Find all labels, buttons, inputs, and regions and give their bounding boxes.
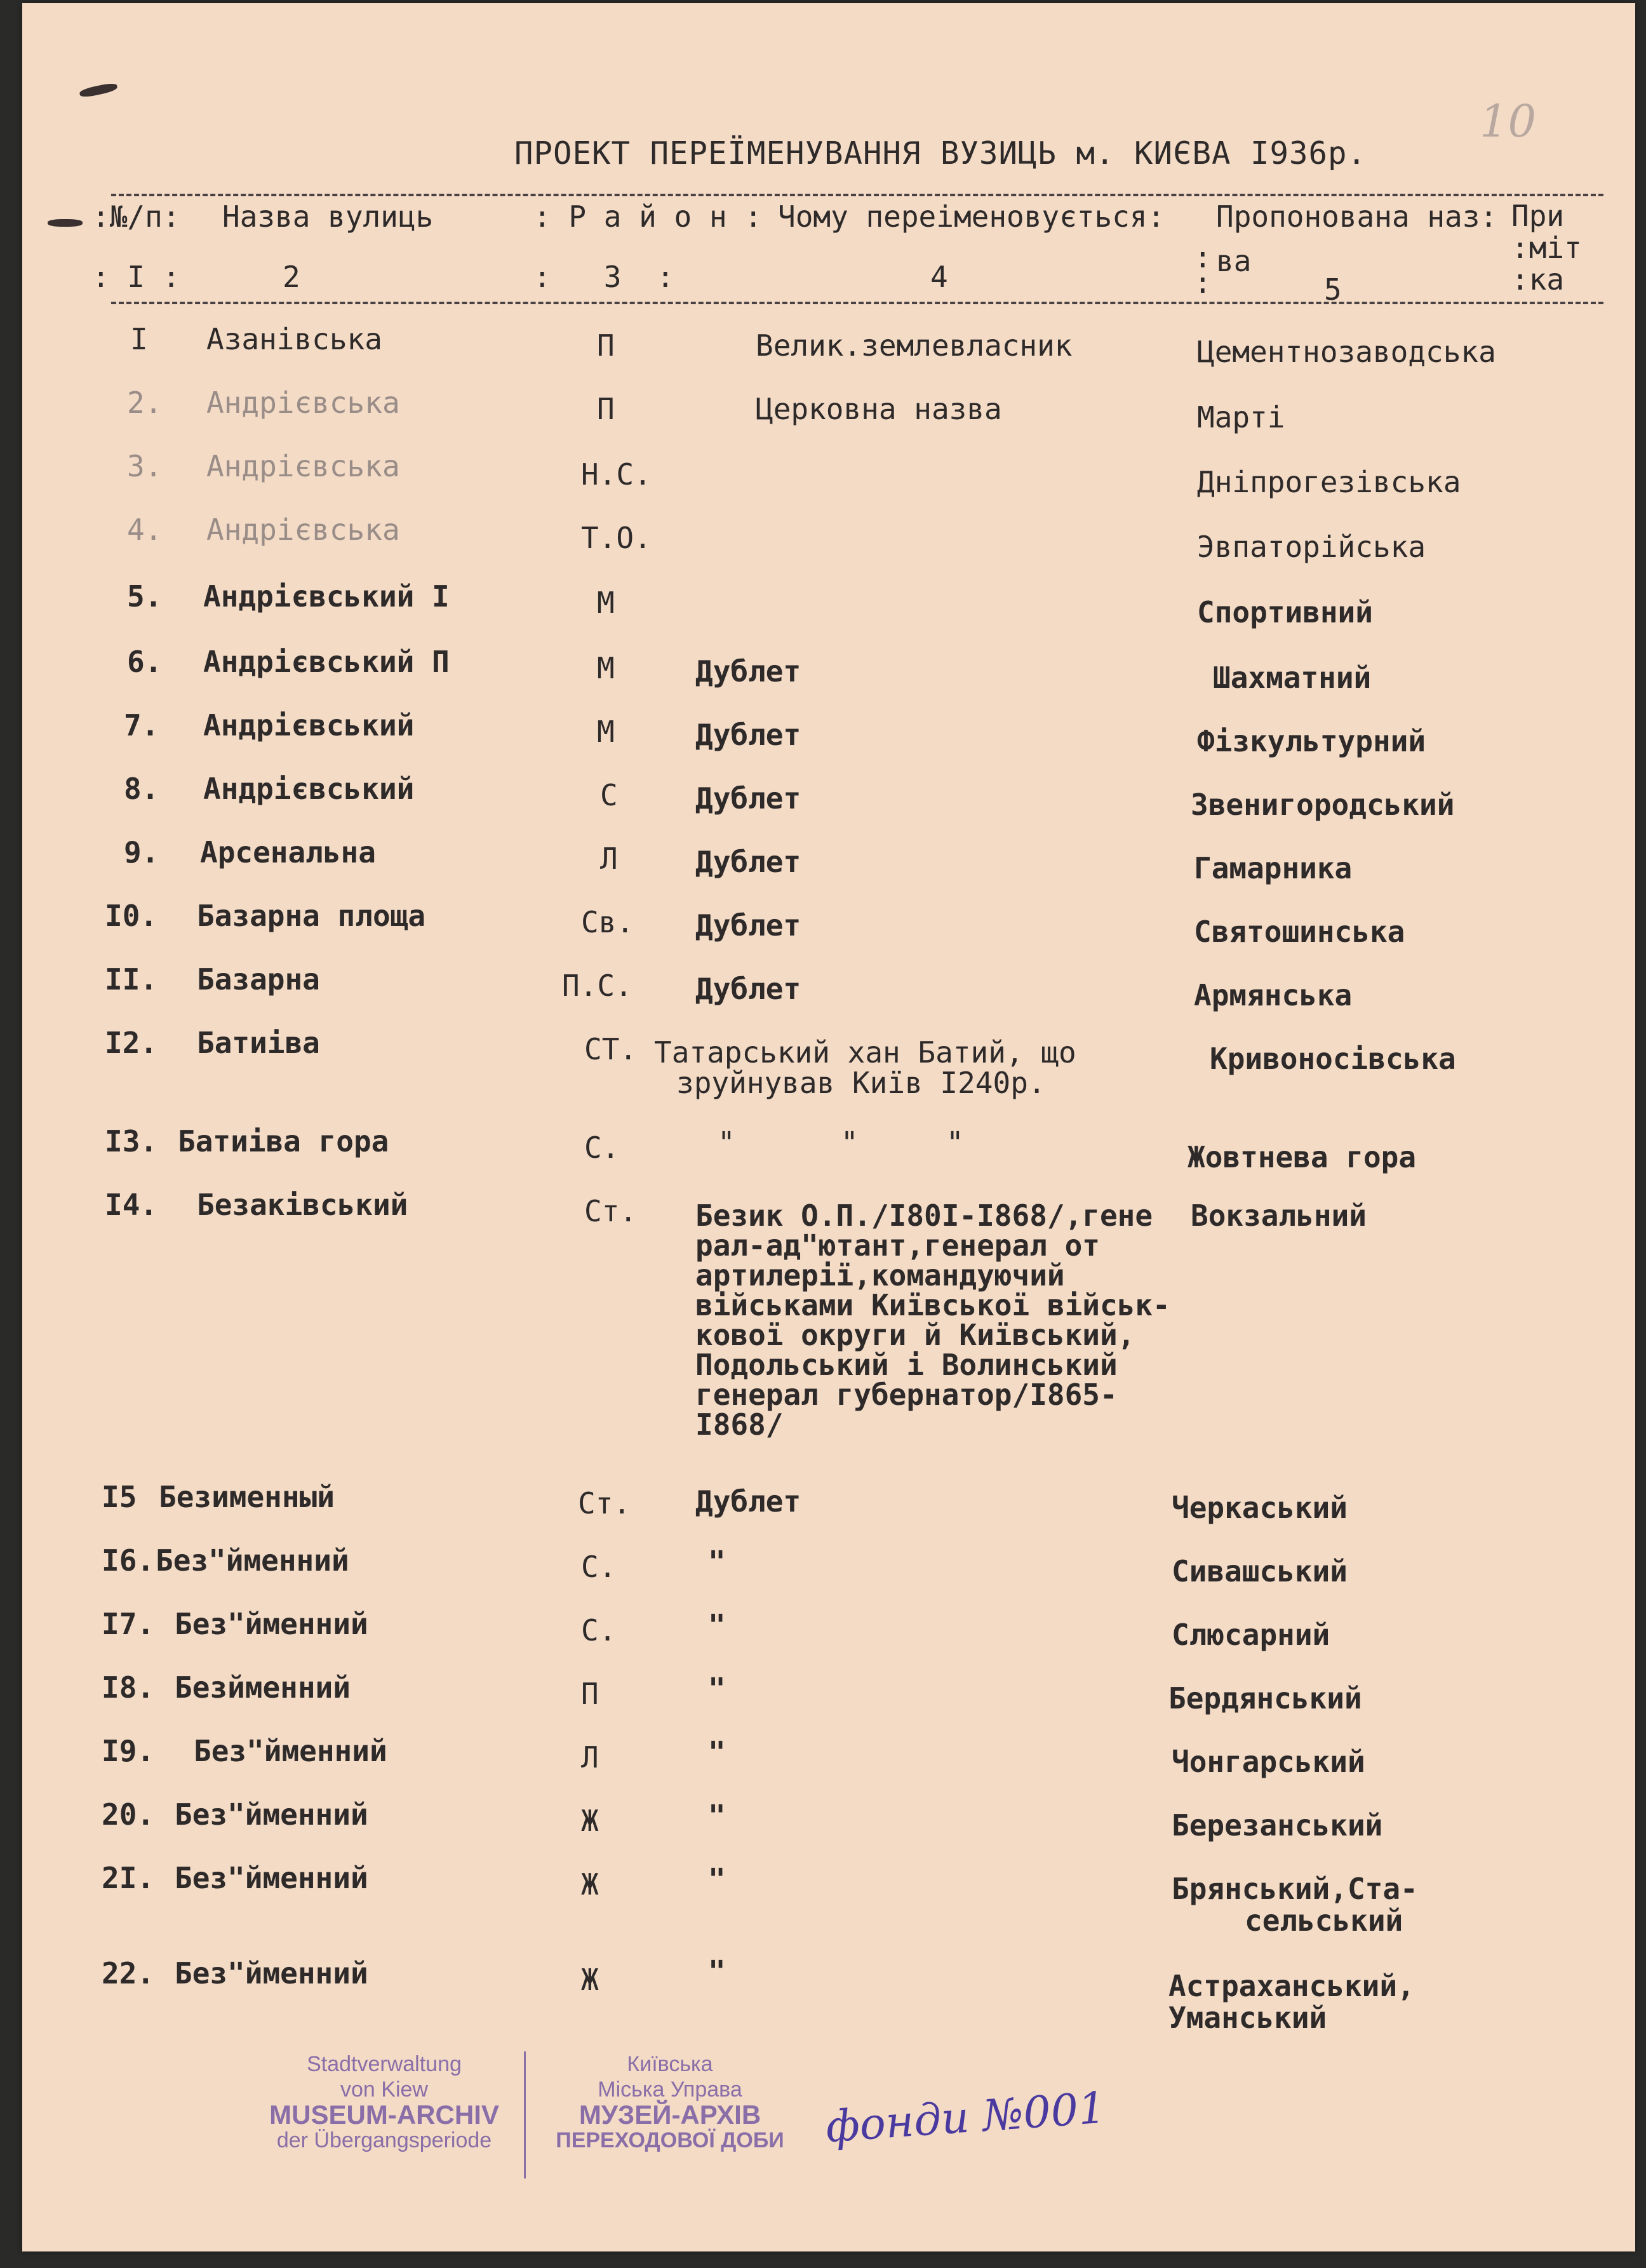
row-reason-line: генерал губернатор/І865- [695,1378,1118,1412]
row-name: Батиіва гора [178,1124,389,1158]
row-no: 8. [124,772,159,806]
row-name: Без"йменний [175,1956,368,1990]
row-district: Св. [581,905,634,939]
archive-stamp-german: Stadtverwaltung von Kiew MUSEUM-ARCHIV der Übergangsperiode [269,2052,499,2152]
header-colnum-5: 5 [1324,272,1342,307]
row-proposed: Звенигородський [1191,788,1455,822]
row-no: І9. [102,1734,155,1768]
row-proposed: Вокзальний [1191,1198,1367,1233]
row-no: І3. [105,1124,158,1158]
row-reason: Дублет [695,718,801,752]
row-reason-line: І868/ [695,1407,784,1442]
row-name: Без"йменний [156,1543,349,1578]
row-name: Базарна [197,962,320,996]
row-proposed: Спортивний [1197,595,1373,629]
row-district: С. [581,1613,617,1647]
row-reason: " [708,1608,726,1642]
row-district: Л [581,1740,599,1775]
row-proposed: Эвпаторійська [1197,530,1426,564]
row-no: 22. [102,1956,155,1990]
row-district: П [597,392,615,426]
row-reason: Велик.землевласник [756,328,1073,363]
row-name: Андрієвська [206,513,400,547]
header-colnum-1: : І : [92,260,180,294]
row-district: М [597,651,615,685]
row-district: Ж [581,1804,599,1838]
row-proposed: Сивашський [1172,1554,1348,1588]
row-reason-line: артилерії,командуючий [695,1258,1065,1292]
row-district: Ж [581,1963,599,1997]
document-sheet [22,3,1635,2251]
row-proposed-line: сельський [1245,1903,1403,1938]
header-district: : Р а й о н : [533,199,763,234]
row-reason-line: зруйнував Київ І240р. [676,1066,1046,1100]
row-reason: Дублет [695,908,801,943]
ink-spot [79,82,118,98]
row-district: Ст. [584,1194,638,1228]
header-name: Назва вулиць [222,199,434,234]
row-no: 20. [102,1797,155,1832]
row-proposed-line: Брянський,Ста- [1172,1872,1418,1906]
row-proposed: Кривоносівська [1210,1042,1456,1076]
row-no: 7. [124,708,159,742]
header-colnum-4: 4 [930,260,948,294]
row-no: 2І. [102,1861,155,1895]
header-proposed: Пропонована наз: [1216,199,1498,234]
row-district: П [597,328,615,363]
row-proposed: Марті [1197,400,1285,434]
row-district: М [597,586,615,620]
row-proposed: Черкаський [1172,1491,1348,1525]
row-no: ІІ. [105,962,158,996]
row-name: Андрієвський П [203,645,450,679]
row-no: І5 [102,1480,137,1514]
row-reason-line: кової округи й Київський, [695,1318,1135,1352]
row-reason: " [708,1672,726,1706]
row-no: 3. [127,449,163,483]
row-district: Н.С. [581,457,652,492]
row-name: Безаківський [197,1188,408,1222]
row-district: С [600,778,618,812]
row-proposed: Цементнозаводська [1197,335,1496,369]
archive-stamp-ukrainian: Київська Міська Управа МУЗЕЙ-АРХІВ ПЕРЕХОДОВОЇ ДОБИ [556,2052,784,2152]
row-name: Андрієвський [203,708,415,742]
row-reason: " " " [718,1125,964,1160]
row-proposed: Фізкультурний [1197,724,1426,758]
row-name: Базарна площа [197,899,426,933]
row-district: Л [600,842,618,876]
handwritten-fond-note: фонди №001 [824,2083,1107,2153]
header-no: :№/п: [92,199,180,234]
row-proposed: Святошинська [1194,915,1405,949]
row-district: Ж [581,1867,599,1902]
row-district: СТ. [584,1032,638,1066]
row-no: 5. [127,579,163,614]
row-proposed-line: Астраханський, [1168,1969,1415,2003]
row-no: І8. [102,1670,155,1705]
row-reason: " [708,1545,726,1579]
row-proposed: Армянська [1194,978,1353,1012]
row-reason: Дублет [695,1484,801,1519]
row-reason: Дублет [695,972,801,1006]
row-name: Без"йменний [194,1734,387,1768]
row-name: Без"йменний [175,1861,368,1895]
page-number: 10 [1480,95,1537,147]
row-reason: Церковна назва [756,392,1002,426]
row-district: М [597,715,615,749]
row-district: П [581,1677,599,1711]
row-no: І7. [102,1607,155,1641]
row-district: Ст. [578,1486,631,1520]
header-colon: : : [1194,240,1212,300]
row-no: І6. [102,1543,155,1578]
header-reason: Чому переіменовується: [778,199,1165,234]
stamp-divider [524,2051,526,2178]
row-name: Без"йменний [175,1607,368,1641]
header-colnum-2: 2 [283,260,300,294]
row-name: Без"йменний [175,1797,368,1832]
ink-spot [48,219,83,227]
row-no: 9. [124,835,159,869]
row-name: Арсенальна [200,835,376,869]
row-name: Азанівська [206,322,382,356]
row-reason-line: військами Київської військ- [695,1288,1170,1322]
header-note: При :міт :ка [1511,199,1582,297]
row-proposed: Жовтнева гора [1188,1140,1417,1174]
row-reason: Дублет [695,781,801,815]
row-name: Батиіва [197,1026,320,1060]
row-name: Андрієвський [203,772,415,806]
row-reason: " [708,1799,726,1833]
row-no: І4. [105,1188,158,1222]
row-proposed: Березанський [1172,1808,1383,1842]
row-reason: Дублет [695,845,801,879]
row-no: І0. [105,899,158,933]
row-proposed: Чонгарський [1172,1745,1365,1779]
row-proposed: Гамарника [1194,851,1353,885]
row-reason: " [708,1954,726,1989]
row-no: І2. [105,1026,158,1060]
row-reason: " [708,1862,726,1896]
row-name: Андрієвська [206,449,400,483]
header-proposed-wrap: ва [1216,244,1252,278]
row-proposed-line: Уманський [1168,2001,1327,2035]
header-top-rule [111,194,1603,196]
row-name: Безименный [159,1480,335,1514]
row-no: І [130,322,148,356]
row-reason: Дублет [695,654,801,688]
row-no: 4. [127,513,163,547]
row-district: Т.О. [581,521,652,555]
document-title: ПРОЕКТ ПЕРЕЇМЕНУВАННЯ ВУЗИЦЬ м. КИЄВА І936р. [514,135,1367,171]
row-no: 6. [127,645,163,679]
row-district: С. [584,1131,620,1165]
header-colnum-3: : 3 : [533,260,674,294]
row-reason-line: рал-ад"ютант,генерал от [695,1228,1100,1263]
row-proposed: Бердянський [1168,1681,1362,1715]
row-reason: " [708,1735,726,1769]
row-name: Безйменний [175,1670,351,1705]
row-name: Андрієвська [206,386,400,420]
row-reason-line: Татарський хан Батий, що [654,1035,1076,1070]
header-bottom-rule [111,302,1603,304]
row-proposed: Дніпрогезівська [1197,465,1461,499]
row-district: П.С. [562,969,632,1003]
row-name: Андрієвський І [203,579,450,614]
row-proposed: Слюсарний [1172,1618,1330,1652]
row-proposed: Шахматний [1213,661,1372,695]
row-reason-line: Безик О.П./І80І-І868/,гене [695,1198,1153,1233]
row-district: С. [581,1550,617,1584]
row-reason-line: Подольський і Волинський [695,1348,1118,1382]
row-no: 2. [127,386,163,420]
